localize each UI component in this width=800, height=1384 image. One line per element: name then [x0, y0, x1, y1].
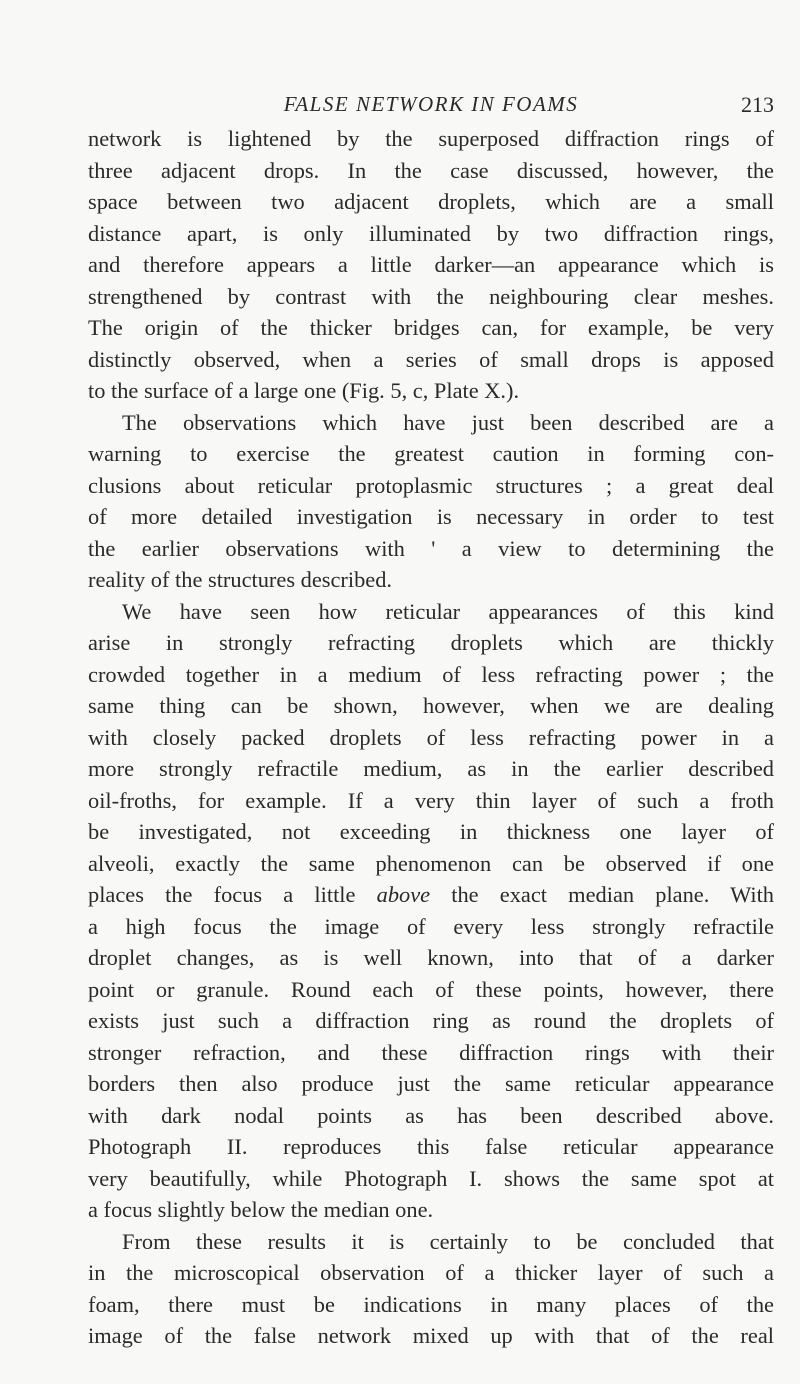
- text-line: distinctly observed, when a series of small drops is apposed: [88, 346, 774, 372]
- text-line: alveoli, exactly the same phenomenon can be observed if one: [88, 850, 774, 876]
- text-line-mixed: [88, 879, 774, 911]
- running-title: FALSE NETWORK IN FOAMS: [283, 92, 579, 116]
- text-line: same thing can be shown, however, when we are dealing: [88, 693, 774, 718]
- text-line: strengthened by contrast with the neighbouring clear meshes.: [88, 283, 774, 309]
- text-line: droplet changes, as is well known, into that of a darker: [88, 945, 774, 970]
- text-line: and therefore appears a little darker—an appearance which is: [88, 252, 774, 277]
- page-number: 213: [741, 92, 774, 117]
- text-line: space between two adjacent droplets, which are a small: [88, 189, 774, 214]
- text-line: stronger refraction, and these diffraction rings with their: [88, 1039, 774, 1065]
- text-fragment: the exact median plane. With: [451, 882, 774, 907]
- text-line: point or granule. Round each of these points, however, there: [88, 976, 774, 1002]
- text-line: very beautifully, while Photograph I. shows the same spot at: [88, 1165, 774, 1191]
- text-line: borders then also produce just the same reticular appearance: [88, 1071, 774, 1096]
- text-line: the earlier observations with ' a view to determining the: [88, 535, 774, 561]
- text-line: in the microscopical observation of a thicker layer of such a: [88, 1260, 774, 1285]
- text-line: image of the false network mixed up with that of the real: [88, 1323, 774, 1348]
- text-line: The origin of the thicker bridges can, for example, be very: [88, 315, 774, 340]
- running-head: [88, 92, 774, 122]
- text-line: The observations which have just been described are a: [122, 409, 774, 435]
- text-line: exists just such a diffraction ring as round the droplets of: [88, 1008, 774, 1033]
- italic-emphasis: above: [376, 882, 431, 907]
- text-line: distance apart, is only illuminated by two diffraction rings,: [88, 220, 774, 246]
- body-text: [88, 123, 774, 1352]
- text-line: be investigated, not exceeding in thickness one layer of: [88, 819, 774, 844]
- text-line: more strongly refractile medium, as in the earlier described: [88, 756, 774, 781]
- text-line: From these results it is certainly to be concluded that: [122, 1228, 774, 1254]
- text-line: crowded together in a medium of less refracting power ; the: [88, 661, 774, 687]
- text-line: reality of the structures described.: [88, 567, 393, 592]
- text-line: of more detailed investigation is necessary in order to test: [88, 504, 774, 529]
- text-line: arise in strongly refracting droplets which are thickly: [88, 630, 774, 655]
- text-line: to the surface of a large one (Fig. 5, c, Plate X.).: [88, 378, 520, 403]
- text-line: a focus slightly below the median one.: [88, 1197, 434, 1222]
- text-line: with closely packed droplets of less refracting power in a: [88, 724, 774, 750]
- text-line: We have seen how reticular appearances of this kind: [122, 598, 774, 624]
- text-fragment: places the focus a little: [88, 882, 356, 907]
- text-line: warning to exercise the greatest caution in forming con-: [88, 441, 774, 466]
- text-line: three adjacent drops. In the case discussed, however, the: [88, 157, 774, 183]
- text-line: a high focus the image of every less strongly refractile: [88, 913, 774, 939]
- text-line: clusions about reticular protoplasmic structures ; a great deal: [88, 472, 774, 498]
- text-line: with dark nodal points as has been described above.: [88, 1102, 774, 1128]
- text-line: oil-froths, for example. If a very thin layer of such a froth: [88, 787, 774, 813]
- text-line: foam, there must be indications in many places of the: [88, 1291, 774, 1317]
- text-line: network is lightened by the superposed diffraction rings of: [88, 126, 774, 151]
- text-line: Photograph II. reproduces this false reticular appearance: [88, 1134, 774, 1159]
